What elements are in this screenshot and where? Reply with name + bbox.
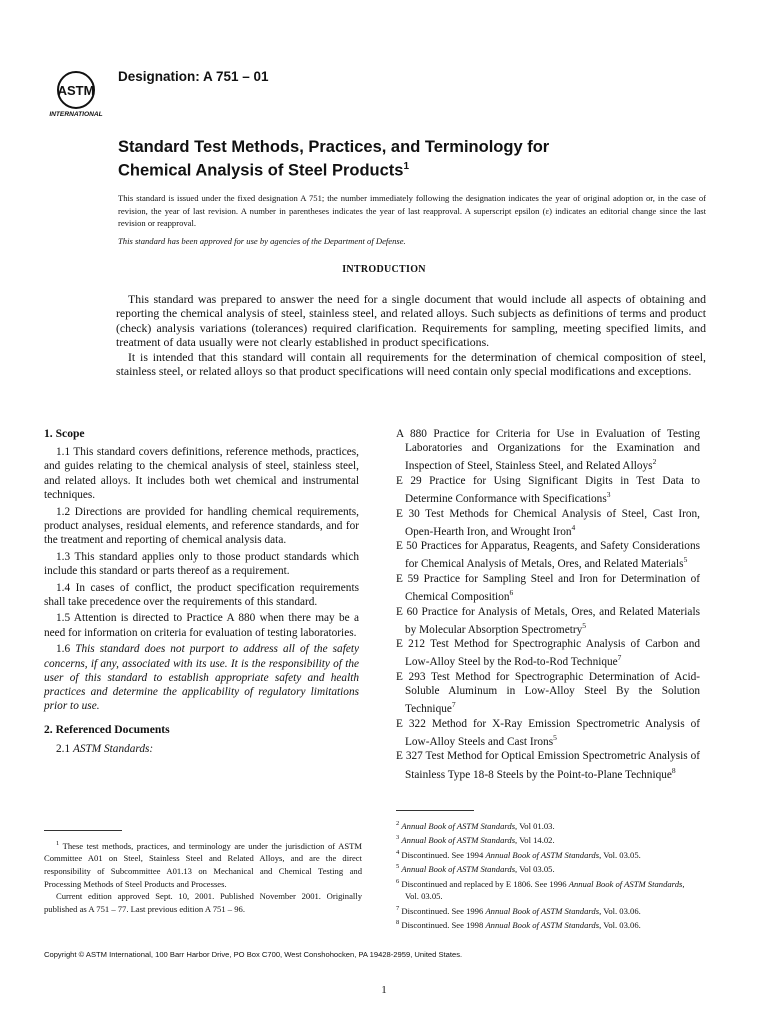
referenced-2-1-text: ASTM Standards: xyxy=(72,742,154,755)
astm-logo xyxy=(46,70,110,120)
scope-1-2: 1.2 Directions are provided for handling chemical requirements, product analyses, residual elements, and reference standards, and for the treatment and reporting of chemical analysis data. xyxy=(44,505,359,546)
footnote-text-pre: Discontinued and replaced by E 1806. See 1996 xyxy=(401,878,569,889)
referenced-item xyxy=(396,507,700,539)
referenced-item-text: E 327 Test Method for Optical Emission Spectrometric Analysis of Stainless Type 18-8 Steels by the Point-to-Plane Technique xyxy=(396,750,700,781)
footnote-4 xyxy=(396,847,700,861)
referenced-item-text: E 59 Practice for Sampling Steel and Iron for Determination of Chemical Composition xyxy=(396,572,700,603)
footnote-3 xyxy=(396,832,700,846)
introduction-heading: INTRODUCTION xyxy=(342,264,426,275)
title-line-1: Standard Test Methods, Practices, and Terminology for xyxy=(118,138,550,156)
footnote-mark: 6 xyxy=(396,877,400,885)
referenced-item xyxy=(396,605,700,637)
referenced-item xyxy=(396,427,700,473)
referenced-item-text: E 322 Method for X-Ray Emission Spectrometric Analysis of Low-Alloy Steels and Cast Irons xyxy=(396,717,700,748)
footnote-mark: 3 xyxy=(396,834,400,842)
scope-1-6-text: This standard does not purport to address all of the safety concerns, if any, associated with its use. It is the responsibility of the user of this standard to establish appropriate safety and health practices and determine the applicability of regulatory limitations prior to use. xyxy=(44,643,359,713)
referenced-item-text: E 29 Practice for Using Significant Digits in Test Data to Determine Conformance with Specifications xyxy=(396,474,700,505)
dod-notice: This standard has been approved for use by agencies of the Department of Defense. xyxy=(118,236,406,246)
footnote-text-post: , Vol. 03.06. xyxy=(599,920,641,931)
footnote-7 xyxy=(396,903,700,917)
issued-notice: This standard is issued under the fixed designation A 751; the number immediately following the designation indicates the year of original adoption or, in the case of revision, the year of last revision. A number in parentheses indicates the year of last reapproval. A superscript epsilon (ε) indicates an editorial change since the last revision or reapproval. xyxy=(118,193,706,229)
footnote-text-post: , Vol. 03.05. xyxy=(599,849,641,860)
referenced-item-footnote-mark: 5 xyxy=(582,620,587,630)
footnotes-right xyxy=(396,818,700,932)
referenced-item-footnote-mark: 4 xyxy=(571,522,576,532)
scope-1-6 xyxy=(44,642,359,713)
footnote-text-pre: Discontinued. See 1998 xyxy=(401,920,486,931)
footnote-1-mark: 1 xyxy=(56,840,60,847)
logo-text: ASTM xyxy=(57,83,95,98)
referenced-item-text: E 293 Test Method for Spectrographic Determination of Acid-Soluble Aluminum in Low-Alloy Steel By the Solution Technique xyxy=(396,670,700,716)
referenced-item-text: E 60 Practice for Analysis of Metals, Ores, and Related Materials by Molecular Absorption Spectrometry xyxy=(396,605,700,636)
referenced-item xyxy=(396,637,700,669)
referenced-item xyxy=(396,717,700,749)
footnote-text-post: , Vol 01.03. xyxy=(515,820,555,831)
footnote-text-post: , Vol. 03.05. xyxy=(405,878,685,902)
referenced-2-1-number: 2.1 xyxy=(56,742,71,755)
scope-1-5: 1.5 Attention is directed to Practice A 880 when there may be a need for information on criteria for evaluation of testing laboratories. xyxy=(44,612,359,639)
left-column xyxy=(44,427,359,758)
edition-note: Current edition approved Sept. 10, 2001. Published November 2001. Originally published as A 751 – 77. Last previous edition A 751 – 96. xyxy=(44,891,362,914)
referenced-item-footnote-mark: 3 xyxy=(606,490,611,500)
scope-1-1: 1.1 This standard covers definitions, reference methods, practices, and guides relating to the chemical analysis of steel, stainless steel, and related alloys. It includes both wet chemical and instrumental techniques. xyxy=(44,446,359,501)
referenced-heading: 2. Referenced Documents xyxy=(44,723,170,737)
footnote-mark: 7 xyxy=(396,904,400,912)
footnote-rule-left xyxy=(44,830,122,831)
referenced-item xyxy=(396,749,700,781)
title-line-2: Chemical Analysis of Steel Products xyxy=(118,161,404,180)
referenced-item-text: A 880 Practice for Criteria for Use in Evaluation of Testing Laboratories and Organizations for the Examination and Inspection of Steel, Stainless Steel, and Related Alloys xyxy=(396,428,700,473)
intro-paragraph-1: This standard was prepared to answer the need for a single document that would include all aspects of obtaining and reporting the chemical analysis of steel, stainless steel, and related alloys. Such subjects as definitions of terms and product (check) analysis variations (tolerances) required clarification. Requirements for sampling, meeting specified limits, and treatment of data usually were not clearly established in product specifications. xyxy=(116,292,706,350)
referenced-item-text: E 30 Test Methods for Chemical Analysis of Steel, Cast Iron, Open-Hearth Iron, and Wrought Iron xyxy=(396,507,700,538)
referenced-item xyxy=(396,474,700,506)
logo-subtext: INTERNATIONAL xyxy=(49,111,103,118)
footnote-book-title: Annual Book of ASTM Standards xyxy=(401,835,516,846)
referenced-item xyxy=(396,539,700,571)
scope-heading: 1. Scope xyxy=(44,427,85,440)
page-number: 1 xyxy=(381,984,387,996)
footnote-mark: 4 xyxy=(396,848,400,856)
referenced-item xyxy=(396,572,700,604)
referenced-item xyxy=(396,670,700,716)
referenced-item-footnote-mark: 8 xyxy=(671,765,676,775)
referenced-item-footnote-mark: 6 xyxy=(509,588,514,598)
footnote-mark: 2 xyxy=(396,820,400,827)
footnote-book-title: Annual Book of ASTM Standards xyxy=(568,878,683,889)
footnote-book-title: Annual Book of ASTM Standards xyxy=(485,920,600,931)
footnote-5 xyxy=(396,861,700,875)
footnote-mark: 5 xyxy=(396,863,400,871)
referenced-item-footnote-mark: 7 xyxy=(451,700,456,710)
footnote-text-post: , Vol. 03.06. xyxy=(599,905,641,916)
footnote-text-pre: Discontinued. See 1994 xyxy=(401,849,486,860)
referenced-item-footnote-mark: 7 xyxy=(617,653,622,663)
footnote-text-post: , Vol 03.05. xyxy=(515,864,555,875)
referenced-item-text: E 50 Practices for Apparatus, Reagents, and Safety Considerations for Chemical Analysis of Metals, Ores, and Related Materials xyxy=(396,540,700,571)
footnote-book-title: Annual Book of ASTM Standards xyxy=(401,820,516,831)
footnote-text-post: , Vol 14.02. xyxy=(515,835,555,846)
scope-1-6-number: 1.6 xyxy=(56,643,71,656)
footnote-text-pre: Discontinued. See 1996 xyxy=(401,905,486,916)
footnote-1 xyxy=(44,838,362,890)
footnote-1-text: These test methods, practices, and terminology are under the jurisdiction of ASTM Committee A01 on Steel, Stainless Steel and Related Alloys, and are the direct responsibility of Subcommittee A01.13 on Mechanical and Chemical Testing and Processing Methods of Steel Products and Processes. xyxy=(44,840,363,889)
title-footnote-mark: 1 xyxy=(403,161,410,172)
referenced-item-footnote-mark: 5 xyxy=(553,732,557,742)
referenced-documents-list xyxy=(396,427,700,782)
referenced-2-1 xyxy=(44,742,359,756)
footnote-2 xyxy=(396,818,700,832)
footnote-left xyxy=(44,838,362,915)
introduction xyxy=(116,292,706,378)
referenced-item-footnote-mark: 2 xyxy=(652,457,657,467)
footnote-book-title: Annual Book of ASTM Standards xyxy=(485,905,600,916)
scope-1-4: 1.4 In cases of conflict, the product specification requirements shall take precedence over the requirements of this standard. xyxy=(44,581,359,608)
referenced-item-text: E 212 Test Method for Spectrographic Analysis of Carbon and Low-Alloy Steel by the Rod-to-Rod Technique xyxy=(396,638,700,669)
footnote-rule-right xyxy=(396,810,474,811)
referenced-item-footnote-mark: 5 xyxy=(683,555,688,565)
footnote-6 xyxy=(396,876,700,903)
footnote-8 xyxy=(396,917,700,931)
document-title xyxy=(118,137,678,181)
footnote-book-title: Annual Book of ASTM Standards xyxy=(401,864,516,875)
footnote-book-title: Annual Book of ASTM Standards xyxy=(485,849,600,860)
intro-paragraph-2: It is intended that this standard will contain all requirements for the determination of chemical composition of steel, stainless steel, or related alloys so that product specifications will need contain only special modifications and exceptions. xyxy=(116,349,706,379)
designation: Designation: A 751 – 01 xyxy=(118,69,269,84)
footnote-mark: 8 xyxy=(396,919,400,927)
copyright: Copyright © ASTM International, 100 Barr Harbor Drive, PO Box C700, West Conshohocken, PA 19428-2959, United States. xyxy=(44,950,463,959)
scope-1-3: 1.3 This standard applies only to those product standards which include this standard or parts thereof as a requirement. xyxy=(44,550,359,577)
